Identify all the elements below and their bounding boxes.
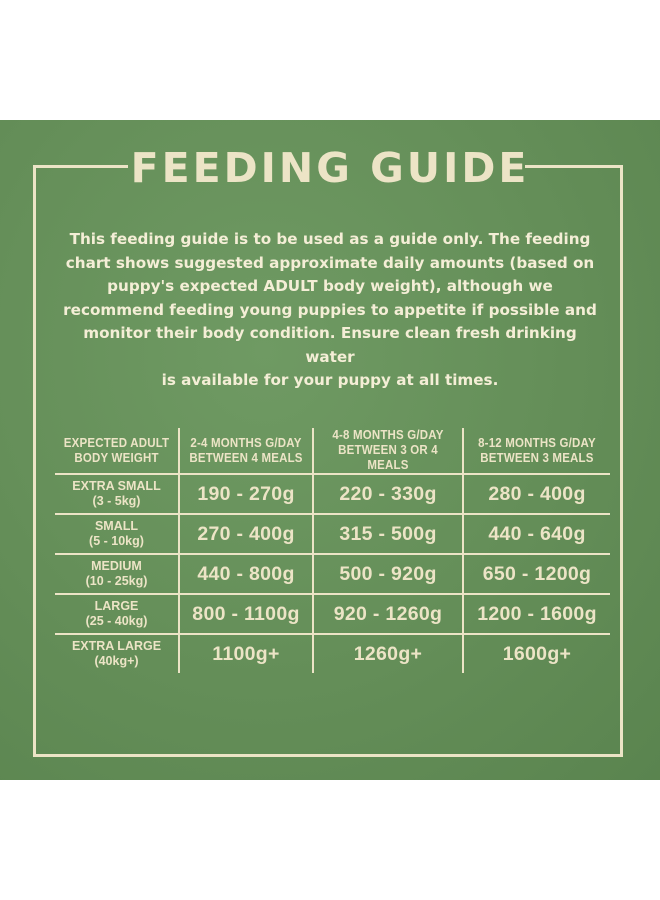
table-row (55, 474, 610, 514)
amount-cell: 190 - 270g (179, 474, 313, 514)
intro-line: chart shows suggested approximate daily amounts (based on (65, 253, 595, 272)
intro-line: puppy's expected ADULT body weight), although we (107, 277, 553, 295)
weight-cell: MEDIUM (10 - 25kg) (55, 554, 179, 594)
intro-line: recommend feeding young puppies to appetite if possible and (63, 300, 597, 319)
amount-cell: 440 - 800g (179, 554, 313, 594)
amount-cell: 1100g+ (179, 634, 313, 673)
amount-cell: 920 - 1260g (313, 594, 463, 634)
amount-cell: 1600g+ (463, 634, 610, 673)
amount-cell: 440 - 640g (463, 514, 610, 554)
amount-cell: 280 - 400g (463, 474, 610, 514)
intro-line: monitor their body condition. Ensure clean fresh drinking water (83, 324, 577, 366)
amount-cell: 1260g+ (313, 634, 463, 673)
header-body-weight: EXPECTED ADULT BODY WEIGHT (60, 428, 174, 474)
amount-cell: 650 - 1200g (463, 554, 610, 594)
amount-cell: 500 - 920g (313, 554, 463, 594)
weight-cell: EXTRA LARGE (40kg+) (71, 639, 162, 668)
amount-cell: 800 - 1100g (179, 594, 313, 634)
amount-cell: 1200 - 1600g (463, 594, 610, 634)
amount-cell: 315 - 500g (313, 514, 463, 554)
intro-line: is available for your puppy at all times. (161, 371, 499, 389)
feeding-guide-panel (0, 120, 660, 780)
page-title: FEEDING GUIDE (130, 144, 530, 192)
intro-line: This feeding guide is to be used as a guide only. The feeding (69, 230, 591, 248)
table-row (55, 554, 610, 594)
intro-paragraph (60, 228, 600, 393)
amount-cell: 220 - 330g (313, 474, 463, 514)
table-header-row (55, 428, 610, 474)
amount-cell: 270 - 400g (179, 514, 313, 554)
weight-cell: LARGE (25 - 40kg) (55, 594, 179, 634)
header-8-12-months: 8-12 MONTHS G/DAY BETWEEN 3 MEALS (469, 428, 604, 474)
header-4-8-months: 4-8 MONTHS G/DAY BETWEEN 3 OR 4 MEALS (319, 428, 457, 474)
weight-cell: EXTRA SMALL (3 - 5kg) (55, 474, 179, 514)
table-row (55, 594, 610, 634)
header-2-4-months: 2-4 MONTHS G/DAY BETWEEN 4 MEALS (184, 428, 307, 474)
feeding-table (55, 428, 610, 673)
table-row (55, 514, 610, 554)
table-row (55, 634, 610, 673)
weight-cell: SMALL (5 - 10kg) (55, 514, 179, 554)
